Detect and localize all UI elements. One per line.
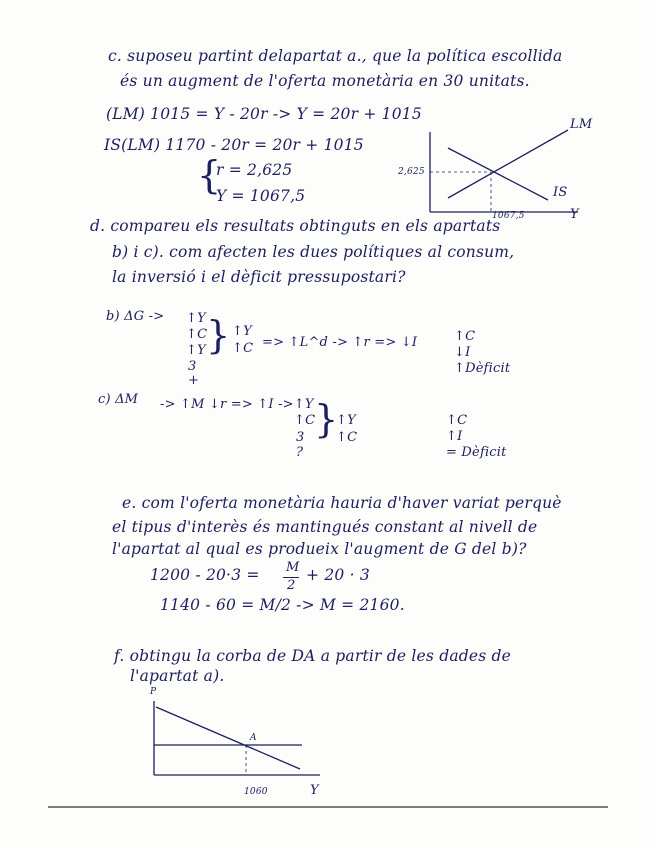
eq2: 1140 - 60 = M/2 -> M = 2160. (160, 596, 405, 614)
part-b-col2-0: ↑Y (232, 324, 252, 339)
part-c-col2-0: ↑Y (336, 413, 356, 428)
part-c-chain: -> ↑M ↓r => ↑I ->↑Y (160, 397, 314, 412)
part-b-col2-1: ↑C (232, 341, 254, 356)
da-graph (140, 695, 330, 785)
eq1-right: + 20 · 3 (306, 566, 370, 584)
part-c-col2-1: ↑C (336, 430, 358, 445)
section-e-line2: el tipus d'interès és mantingués constant al nivell de (112, 518, 538, 536)
graph-label-y-value: 1067,5 (492, 211, 525, 221)
section-e-line3: l'apartat al qual es produeix l'augment de G del b)? (112, 540, 527, 558)
solution-y: Y = 1067,5 (216, 187, 306, 205)
solution-r: r = 2,625 (216, 161, 293, 179)
section-d-line3: la inversió i el dèficit pressupostari? (112, 268, 406, 286)
part-b-col1-1: ↑C (186, 327, 208, 342)
eq1-frac-den: 2 (287, 578, 296, 593)
part-c-result-2: = Dèficit (446, 445, 507, 460)
section-f-line1: f. obtingu la corba de DA a partir de les dades de (114, 647, 512, 665)
section-d-line1: d. compareu els resultats obtinguts en els apartats (90, 217, 501, 235)
part-b-result-0: ↑C (454, 329, 476, 344)
section-c-line2: és un augment de l'oferta monetària en 30 unitats. (120, 72, 530, 90)
part-b-result-1: ↓I (454, 345, 471, 360)
eq1-frac-num: M (286, 560, 300, 575)
lm-curve (448, 130, 568, 198)
da-axis-p: P (150, 687, 157, 697)
graph-label-r: 2,625 (398, 167, 425, 177)
part-c-result-1: ↑I (446, 429, 463, 444)
section-c-line1: c. suposeu partint delapartat a., que la política escollida (108, 47, 563, 65)
part-b-brace: { (206, 313, 231, 357)
lm-equation: (LM) 1015 = Y - 20r -> Y = 20r + 1015 (106, 105, 422, 123)
page-bottom-edge (48, 806, 608, 808)
is-curve (448, 148, 548, 200)
part-c-result-0: ↑C (446, 413, 468, 428)
part-b-col1-3: 3 (188, 359, 197, 374)
graph-label-lm: LM (570, 117, 593, 132)
is-lm-graph (418, 120, 588, 220)
section-e-line1: e. com l'oferta monetària hauria d'haver variat perquè (122, 494, 562, 512)
section-d-line2: b) i c). com afecten les dues polítiques al consum, (112, 243, 515, 261)
part-b-col1-2: ↑Y (186, 343, 206, 358)
part-c-col1-2: ? (296, 445, 304, 460)
part-b-chain: => ↑L^d -> ↑r => ↓I (262, 335, 418, 350)
da-axis-y: Y (310, 783, 319, 798)
part-b-result-2: ↑Dèficit (454, 361, 511, 376)
graph-axis-y: Y (570, 207, 579, 222)
da-y-value: 1060 (244, 787, 268, 797)
section-f-line2: l'apartat a). (130, 667, 225, 685)
graph-label-is: IS (553, 185, 568, 200)
part-b-col1-4: + (188, 373, 200, 388)
is-lm-equation: IS(LM) 1170 - 20r = 20r + 1015 (104, 136, 364, 154)
eq1-left: 1200 - 20·3 = (150, 566, 260, 584)
part-b-col1-0: ↑Y (186, 311, 206, 326)
part-c-col1-0: ↑C (294, 413, 316, 428)
da-point-a: A (250, 733, 257, 743)
solution-brace: { (197, 153, 222, 197)
part-c-brace: { (314, 397, 339, 441)
part-c-col1-1: 3 (296, 430, 305, 445)
part-c-label: c) ΔM (98, 392, 139, 407)
da-curve (156, 707, 300, 769)
part-b-label: b) ΔG -> (106, 309, 165, 324)
